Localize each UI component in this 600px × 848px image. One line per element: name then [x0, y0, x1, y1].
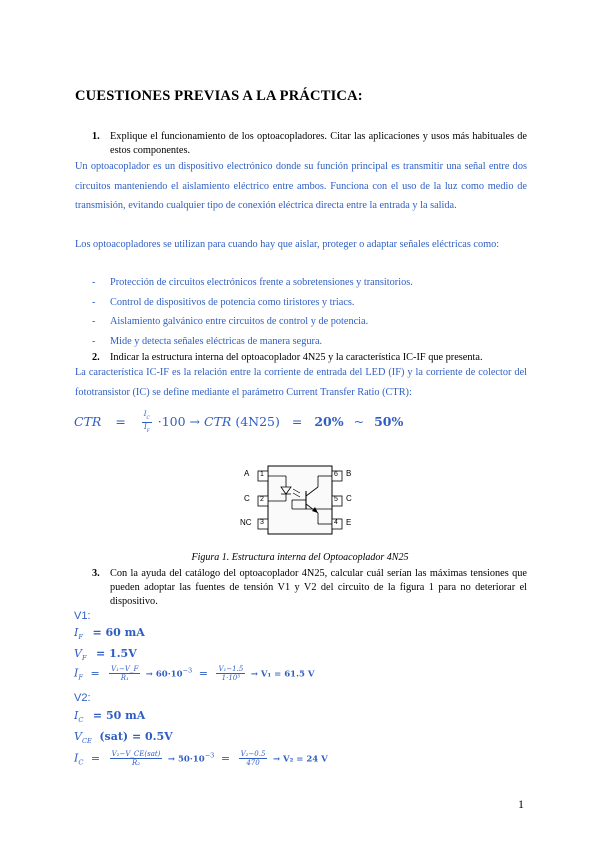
optocoupler-diagram	[240, 463, 360, 538]
eq2-fraction: V₂−V_CE(sat) R₂	[111, 750, 161, 767]
question-3	[92, 567, 527, 611]
eq1-equals: =	[90, 666, 100, 680]
list-item-text: Control de dispositivos de potencia como tiristores y triacs.	[110, 296, 355, 308]
list-item-text: Mide y detecta señales eléctricas de manera segura.	[110, 335, 323, 347]
question-1-text: Explique el funcionamiento de los optoacopladores. Citar las aplicaciones y usos más habituales de estos componentes.	[110, 131, 527, 156]
question-1	[92, 130, 527, 160]
question-2-number: 2.	[92, 352, 100, 363]
pin-label-collector: C	[346, 494, 352, 503]
pin-number-3: 3	[260, 519, 264, 526]
bullet-dash: -	[92, 277, 96, 288]
bullet-dash: -	[92, 335, 96, 347]
if-symbol: I	[74, 626, 79, 639]
ic-value: = 50 mA	[92, 709, 146, 722]
applications-list	[92, 273, 512, 351]
tilde: ~	[353, 414, 365, 429]
part-number: (4N25)	[235, 414, 280, 429]
vce-subscript: CE	[81, 737, 92, 745]
if-subscript: F	[78, 633, 83, 641]
answer-1-paragraph-2: Los optoacopladores se utilizan para cuando hay que aislar, proteger o adaptar señales eléctricas como:	[75, 239, 500, 250]
pin-label-emitter: E	[346, 518, 352, 527]
pin-number-4: 4	[334, 519, 338, 526]
question-3-number: 3.	[92, 568, 100, 579]
eq2-equals-2: =	[220, 751, 231, 765]
if-value: = 60 mA	[92, 626, 145, 639]
ctr-equation: CTR = $\frac{I_C}{I_F}$ ·100 → CTR (4N25) = 20% ~ 50%	[74, 410, 404, 433]
if-value-line	[74, 626, 145, 641]
eq2-lhs-subscript: C	[78, 758, 84, 767]
answer-1-paragraph-1: Un optoacoplador es un dispositivo electrónico donde su función principal es transmitir una señal entre dos circuitos manteniendo el aislamiento eléctrico entre ambos. Funciona con el uso de la luz como medio de transmisión, evitando cualquier tipo de conexión eléctrica directa entre la entrada y la salida.	[75, 161, 527, 211]
pin-label-anode: A	[244, 469, 250, 478]
ctr-fraction	[142, 410, 152, 435]
eq1-lhs-subscript: F	[78, 673, 83, 682]
fraction-denominator: I	[143, 423, 147, 431]
figure-4n25-structure	[240, 463, 360, 538]
page-title: CUESTIONES PREVIAS A LA PRÁCTICA:	[75, 88, 363, 104]
eq1-lhs: I	[74, 666, 79, 680]
vce-value: (sat) = 0.5V	[99, 730, 173, 743]
eq2-lhs: I	[74, 751, 79, 765]
eq2-equals: =	[90, 751, 101, 765]
times-100-arrow: ·100 →	[157, 414, 201, 429]
figure-caption: Figura 1. Estructura interna del Optoacoplador 4N25	[191, 552, 409, 563]
eq2-mid: → 50·10	[167, 754, 205, 765]
eq1-mid: → 60·10	[145, 669, 183, 680]
vce-value-line	[74, 730, 173, 745]
eq2-exponent: −3	[204, 751, 215, 760]
ctr-symbol: CTR	[74, 414, 102, 429]
fraction-denominator-subscript: F	[146, 428, 150, 433]
pin-label-cathode: C	[244, 494, 250, 503]
pin-number-5: 5	[334, 496, 338, 503]
ctr-min: 20%	[314, 414, 344, 429]
equals-sign: =	[115, 414, 126, 429]
pin-number-1: 1	[260, 471, 264, 478]
eq2-fraction-2: $\frac{\text{V₂−0.5}}{470}$	[240, 750, 266, 767]
v2-result: → V₂ = 24 V	[272, 754, 328, 765]
list-item	[92, 293, 512, 313]
ctr-symbol-2: CTR	[204, 414, 232, 429]
vce-symbol: V	[74, 730, 82, 743]
vf-symbol: V	[74, 647, 82, 660]
list-item-text: Aislamiento galvánico entre circuitos de control y de potencia.	[110, 316, 369, 327]
pin-number-6: 6	[334, 471, 338, 478]
ic-subscript: C	[78, 716, 84, 724]
eq1-fraction: $\frac{\text{V₁−V\_F}}{\text{R₁}}$	[111, 665, 139, 682]
pin-number-2: 2	[260, 496, 264, 503]
v1-result: → V₁ = 61.5 V	[250, 669, 315, 680]
question-1-number: 1.	[92, 131, 100, 142]
ctr-max: 50%	[374, 414, 404, 429]
eq1-equals-2: =	[198, 666, 208, 680]
list-item	[92, 273, 512, 293]
fraction-numerator-subscript: C	[146, 415, 150, 420]
pin-label-base: B	[346, 469, 352, 478]
vf-value-line	[74, 647, 137, 662]
eq1-fraction-2: $\frac{\text{V₁−1.5}}{\text{1·10³}}$	[218, 665, 244, 682]
eq1-exponent: −3	[182, 666, 193, 675]
v2-label: V2:	[74, 692, 91, 704]
ic-symbol: I	[74, 709, 79, 722]
question-3-text: Con la ayuda del catálogo del optoacoplador 4N25, calcular cuál serían las máximas tensiones que pueden adoptar las fuentes de tensión V1 y V2 del circuito de la figura 1 para no deteriorar el dispositivo.	[110, 568, 527, 607]
pin-label-nc: NC	[240, 518, 252, 527]
answer-2-paragraph: La característica IC-IF es la relación entre la corriente de entrada del LED (IF) y la corriente de colector del fototransistor (IC) se define mediante el parámetro Current Transfer Ratio (CTR):	[75, 367, 527, 398]
fraction-numerator: I	[143, 410, 147, 418]
page-number: 1	[518, 797, 524, 811]
list-item	[92, 332, 512, 352]
v1-equation	[74, 665, 315, 682]
list-item	[92, 312, 512, 332]
vf-value: = 1.5V	[96, 647, 137, 660]
ic-value-line	[74, 709, 145, 724]
vf-subscript: F	[81, 654, 87, 662]
question-2-text: Indicar la estructura interna del optoacoplador 4N25 y la característica IC-IF que presenta.	[110, 352, 483, 363]
bullet-dash: -	[92, 296, 96, 308]
v1-label: V1:	[74, 610, 91, 622]
bullet-dash: -	[92, 316, 96, 327]
v2-equation	[74, 750, 328, 767]
list-item-text: Protección de circuitos electrónicos frente a sobretensiones y transitorios.	[110, 277, 413, 288]
